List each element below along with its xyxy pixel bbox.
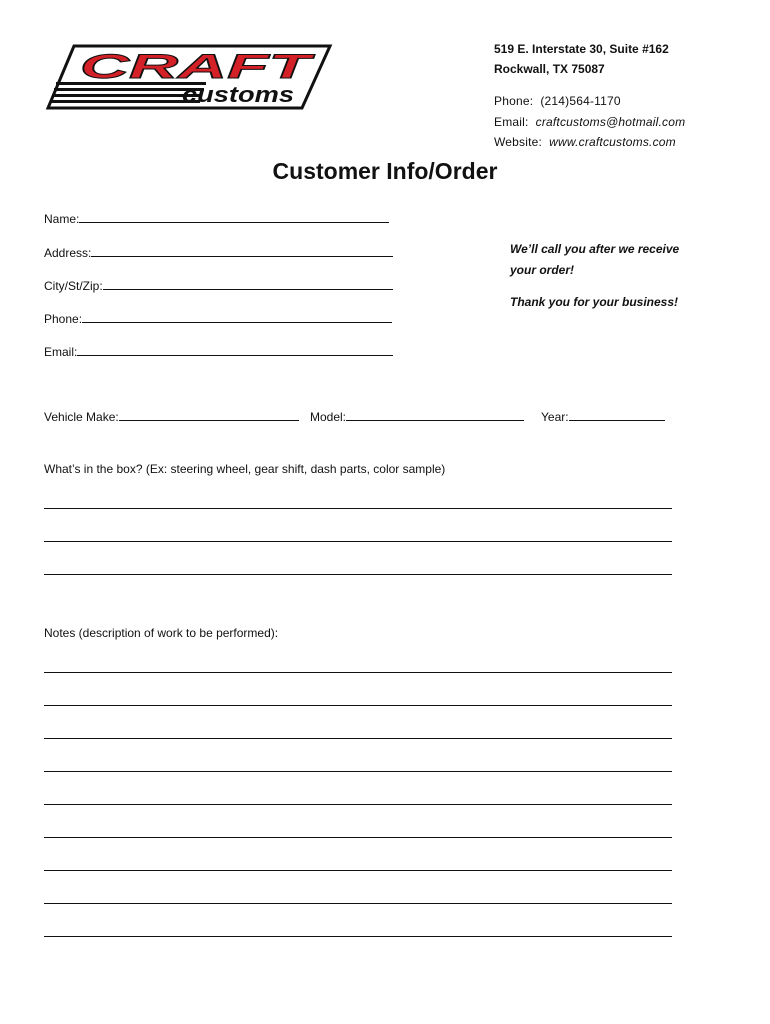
message-line-1: We’ll call you after we receive	[510, 242, 680, 256]
phone-label: Phone:	[494, 94, 534, 108]
notes-line[interactable]	[44, 771, 672, 772]
phone-value: (214)564-1170	[540, 94, 621, 108]
model-line[interactable]	[346, 409, 524, 421]
message-line-2: your order!	[510, 263, 575, 277]
notes-line[interactable]	[44, 804, 672, 805]
address-field	[44, 245, 393, 260]
box-line[interactable]	[44, 541, 672, 542]
year-line[interactable]	[569, 409, 665, 421]
phone-field-label: Phone:	[44, 312, 83, 326]
name-label: Name:	[44, 212, 80, 226]
year-label: Year:	[541, 410, 569, 424]
city-label: City/St/Zip:	[44, 279, 103, 293]
email-label: Email:	[494, 115, 529, 129]
message-line-3: Thank you for your business!	[510, 295, 679, 309]
notes-line[interactable]	[44, 705, 672, 706]
email-contact	[494, 115, 685, 129]
website-label: Website:	[494, 135, 543, 149]
name-line[interactable]	[79, 211, 389, 223]
notes-line[interactable]	[44, 738, 672, 739]
svg-text:CRAFT: CRAFT	[80, 48, 317, 86]
notes-line[interactable]	[44, 903, 672, 904]
email-line[interactable]	[77, 344, 393, 356]
phone-field	[44, 311, 392, 326]
website-value[interactable]: www.craftcustoms.com	[549, 135, 676, 149]
address-line[interactable]	[91, 245, 393, 257]
vehicle-make-field	[44, 409, 299, 424]
craft-customs-logo	[44, 44, 334, 110]
city-line[interactable]	[103, 278, 393, 290]
year-field	[541, 409, 665, 424]
logo-graphic	[44, 44, 334, 110]
vehicle-make-label: Vehicle Make:	[44, 410, 119, 424]
address-label: Address:	[44, 246, 92, 260]
model-field	[310, 409, 524, 424]
vehicle-make-line[interactable]	[119, 409, 299, 421]
model-label: Model:	[310, 410, 347, 424]
email-field	[44, 344, 393, 359]
notes-line[interactable]	[44, 936, 672, 937]
email-value[interactable]: craftcustoms@hotmail.com	[535, 115, 686, 129]
phone-line[interactable]	[82, 311, 392, 323]
address-line-2: Rockwall, TX 75087	[494, 62, 605, 76]
website-contact	[494, 135, 676, 149]
notes-label: Notes (description of work to be performed):	[44, 626, 279, 640]
phone-contact	[494, 94, 621, 108]
box-contents-label: What’s in the box? (Ex: steering wheel, gear shift, dash parts, color sample)	[44, 462, 446, 476]
name-field	[44, 211, 389, 226]
notes-line[interactable]	[44, 870, 672, 871]
notes-line[interactable]	[44, 672, 672, 673]
address-line-1: 519 E. Interstate 30, Suite #162	[494, 42, 669, 56]
email-field-label: Email:	[44, 345, 78, 359]
svg-text:customs: customs	[182, 82, 294, 107]
box-line[interactable]	[44, 574, 672, 575]
form-title: Customer Info/Order	[272, 158, 498, 184]
notes-line[interactable]	[44, 837, 672, 838]
city-field	[44, 278, 393, 293]
box-line[interactable]	[44, 508, 672, 509]
